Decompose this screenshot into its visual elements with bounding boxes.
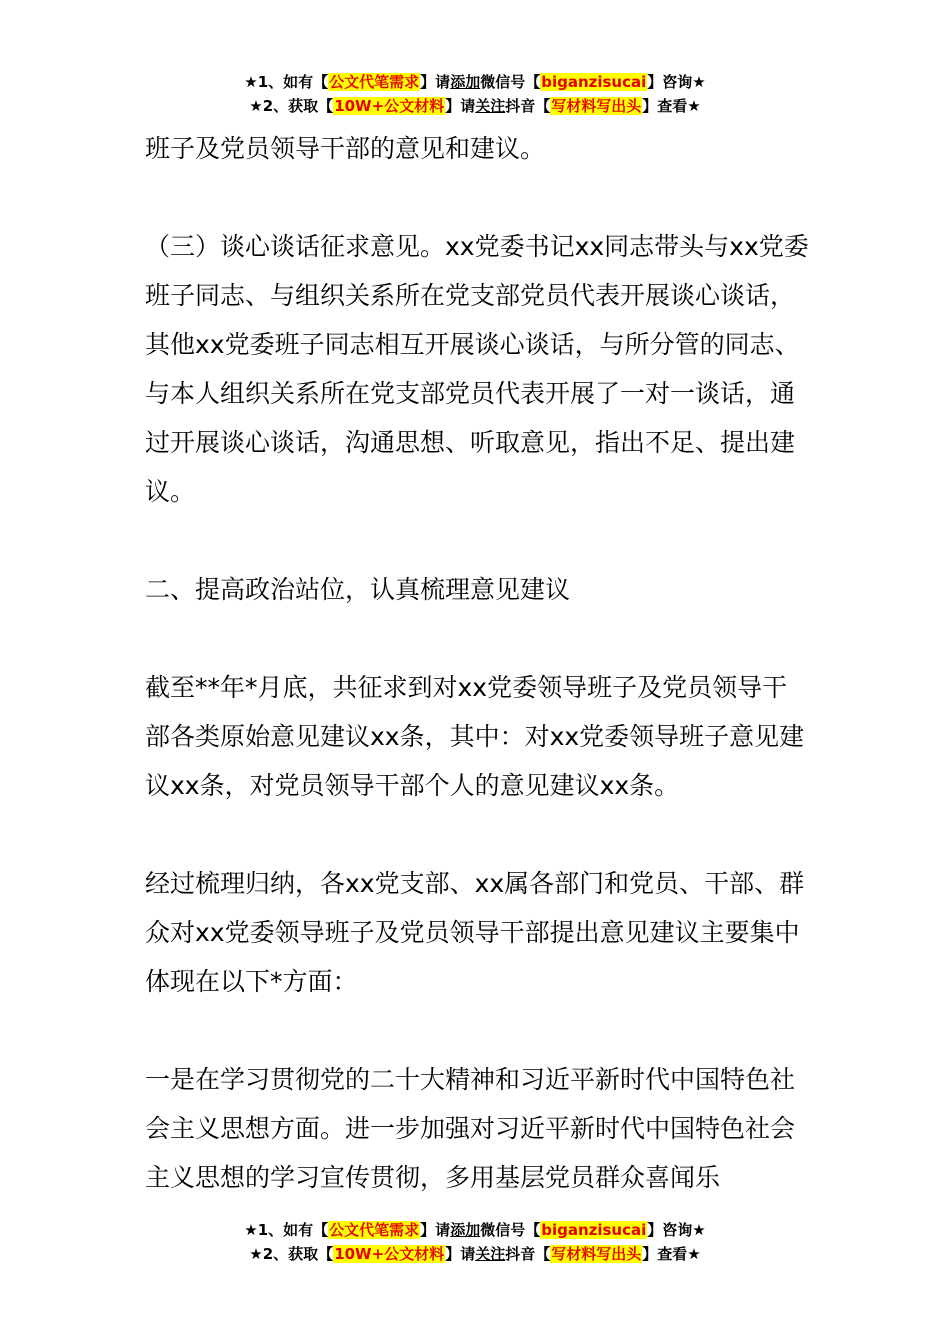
highlight-text: 10W+公文材料 xyxy=(334,1245,445,1263)
paragraph: 经过梳理归纳，各xx党支部、xx属各部门和党员、干部、群众对xx党委领导班子及党员领导干部提出意见建议主要集中体现在以下*方面： xyxy=(145,869,805,996)
paragraph: （三）谈心谈话征求意见。xx党委书记xx同志带头与xx党委班子同志、与组织关系所在党支部党员代表开展谈心谈话，其他xx党委班子同志相互开展谈心谈话，与所分管的同志、与本人组织关系所在党支部党员代表开展了一对一谈话，通过开展谈心谈话，沟通思想、听取意见，指出不足、提出建议。 xyxy=(145,232,809,506)
header-banner xyxy=(0,70,950,118)
banner-line-2: ★2、获取【10W+公文材料】请关注抖音【写材料写出头】查看★ xyxy=(249,1245,701,1263)
highlight-text: 写材料写出头 xyxy=(551,1245,642,1263)
paragraph: 截至**年*月底，共征求到对xx党委领导班子及党员领导干部各类原始意见建议xx条，其中：对xx党委领导班子意见建议xx条，对党员领导干部个人的意见建议xx条。 xyxy=(145,673,805,800)
paragraph: 一是在学习贯彻党的二十大精神和习近平新时代中国特色社会主义思想方面。进一步加强对习近平新时代中国特色社会主义思想的学习宣传贯彻，多用基层党员群众喜闻乐 xyxy=(145,1065,796,1192)
section-heading: 二、提高政治站位，认真梳理意见建议 xyxy=(145,575,571,604)
footer-banner xyxy=(0,1218,950,1266)
highlight-text: 写材料写出头 xyxy=(551,97,642,115)
banner-line-1: ★1、如有【公文代笔需求】请添加微信号【biganzisucai】咨询★ xyxy=(244,1221,706,1239)
highlight-text: biganzisucai xyxy=(541,1221,647,1239)
document-body xyxy=(145,124,810,1202)
highlight-text: 公文代笔需求 xyxy=(329,1221,420,1239)
highlight-text: 10W+公文材料 xyxy=(334,97,445,115)
banner-line-1: ★1、如有【公文代笔需求】请添加微信号【biganzisucai】咨询★ xyxy=(244,73,706,91)
paragraph: 班子及党员领导干部的意见和建议。 xyxy=(145,134,546,163)
highlight-text: 公文代笔需求 xyxy=(329,73,420,91)
banner-line-2: ★2、获取【10W+公文材料】请关注抖音【写材料写出头】查看★ xyxy=(249,97,701,115)
highlight-text: biganzisucai xyxy=(541,73,647,91)
